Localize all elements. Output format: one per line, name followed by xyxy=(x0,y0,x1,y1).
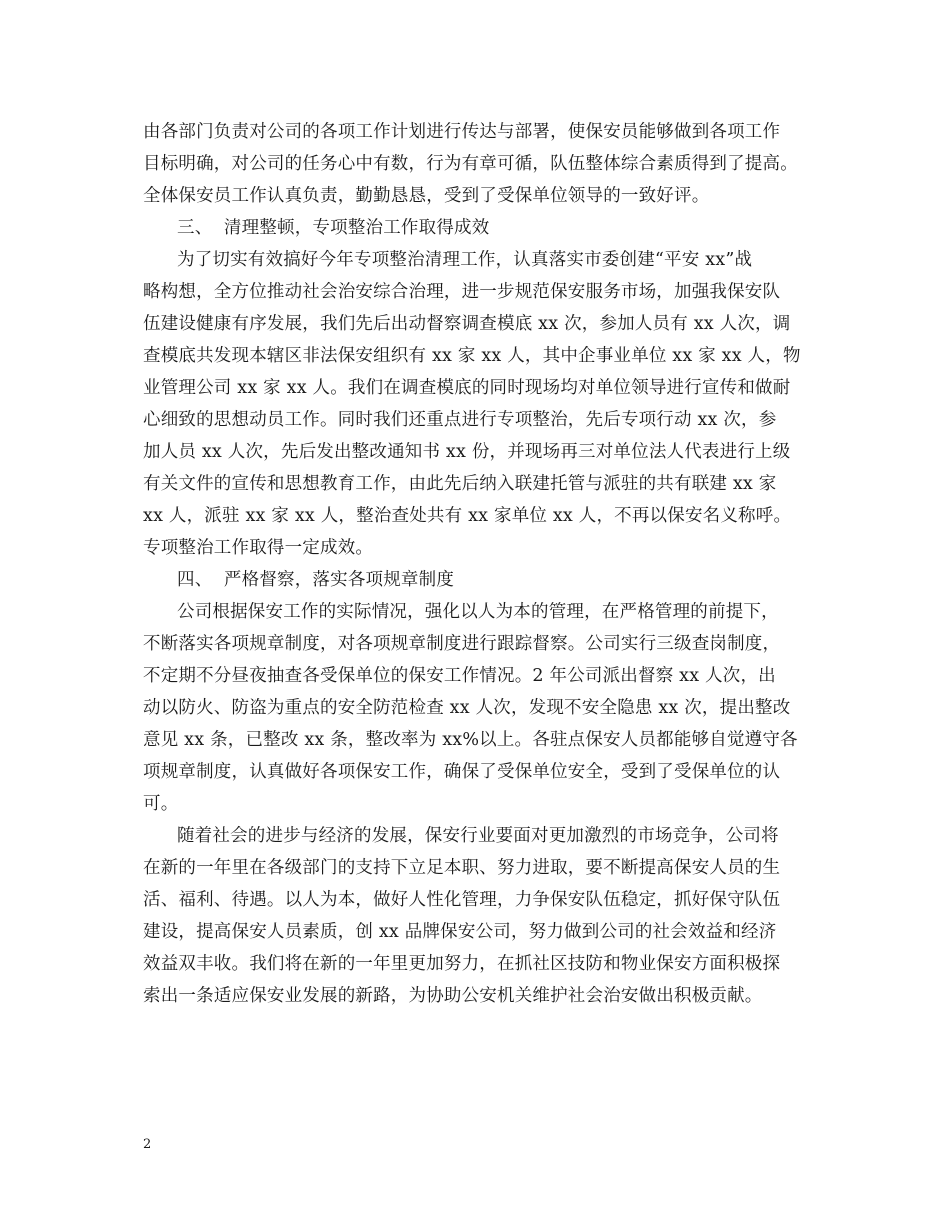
document-body xyxy=(143,116,815,1012)
text-line: 活、福利、待遇。以人为本，做好人性化管理，力争保安队伍稳定，抓好保守队伍 xyxy=(143,890,781,910)
paragraph-outlook xyxy=(143,820,815,1012)
text-line: 为了切实有效搞好今年专项整治清理工作，认真落实市委创建“平安 xx”战 xyxy=(177,250,753,270)
text-line: 由各部门负责对公司的各项工作计划进行传达与部署，使保安员能够做到各项工作 xyxy=(143,122,781,142)
text-line: 加人员 xx 人次，先后发出整改通知书 xx 份，并现场再三对单位法人代表进行上级 xyxy=(143,442,791,462)
text-line: xx 人，派驻 xx 家 xx 人，整治查处共有 xx 家单位 xx 人，不再以保安名义称呼。 xyxy=(143,506,792,526)
paragraph-rectification xyxy=(143,244,815,564)
text-line: 在新的一年里在各级部门的支持下立足本职、努力进取，要不断提高保安人员的生 xyxy=(143,858,781,878)
page-number: 2 xyxy=(143,1137,152,1152)
text-line: 项规章制度，认真做好各项保安工作，确保了受保单位安全，受到了受保单位的认 xyxy=(143,762,781,782)
text-line: 可。 xyxy=(143,794,179,814)
paragraph-continuation xyxy=(143,116,815,212)
text-line: 不断落实各项规章制度，对各项规章制度进行跟踪督察。公司实行三级查岗制度， xyxy=(143,634,781,654)
text-line: 建设，提高保安人员素质，创 xx 品牌保安公司，努力做到公司的社会效益和经济 xyxy=(143,922,777,942)
heading-text: 三、 清理整顿，专项整治工作取得成效 xyxy=(177,218,490,238)
paragraph-supervision xyxy=(143,596,815,820)
text-line: 动以防火、防盗为重点的安全防范检查 xx 人次，发现不安全隐患 xx 次，提出整改 xyxy=(143,698,791,718)
text-line: 意见 xx 条，已整改 xx 条，整改率为 xx%以上。各驻点保安人员都能够自觉遵守各 xyxy=(143,730,798,750)
text-line: 略构想，全方位推动社会治安综合治理，进一步规范保安服务市场，加强我保安队 xyxy=(143,282,781,302)
text-line: 心细致的思想动员工作。同时我们还重点进行专项整治，先后专项行动 xx 次，参 xyxy=(143,410,777,430)
text-line: 专项整治工作取得一定成效。 xyxy=(143,538,374,558)
heading-text: 四、 严格督察，落实各项规章制度 xyxy=(177,570,455,590)
text-line: 随着社会的进步与经济的发展，保安行业要面对更加激烈的市场竞争，公司将 xyxy=(177,826,779,846)
text-line: 查模底共发现本辖区非法保安组织有 xx 家 xx 人，其中企事业单位 xx 家 xx 人，物 xyxy=(143,346,801,366)
section-heading-3 xyxy=(143,212,815,244)
text-line: 不定期不分昼夜抽查各受保单位的保安工作情况。2 年公司派出督察 xx 人次，出 xyxy=(143,666,776,686)
text-line: 业管理公司 xx 家 xx 人。我们在调查模底的同时现场均对单位领导进行宣传和做耐 xyxy=(143,378,791,398)
text-line: 全体保安员工作认真负责，勤勤恳恳，受到了受保单位领导的一致好评。 xyxy=(143,186,710,206)
text-line: 效益双丰收。我们将在新的一年里更加努力，在抓社区技防和物业保安方面积极探 xyxy=(143,954,781,974)
text-line: 目标明确，对公司的任务心中有数，行为有章可循，队伍整体综合素质得到了提高。 xyxy=(143,154,798,174)
text-line: 有关文件的宣传和思想教育工作，由此先后纳入联建托管与派驻的共有联建 xx 家 xyxy=(143,474,777,494)
section-heading-4 xyxy=(143,564,815,596)
text-line: 伍建设健康有序发展，我们先后出动督察调查模底 xx 次，参加人员有 xx 人次，调 xyxy=(143,314,791,334)
text-line: 索出一条适应保安业发展的新路，为协助公安机关维护社会治安做出积极贡献。 xyxy=(143,986,763,1006)
text-line: 公司根据保安工作的实际情况，强化以人为本的管理，在严格管理的前提下， xyxy=(177,602,779,622)
